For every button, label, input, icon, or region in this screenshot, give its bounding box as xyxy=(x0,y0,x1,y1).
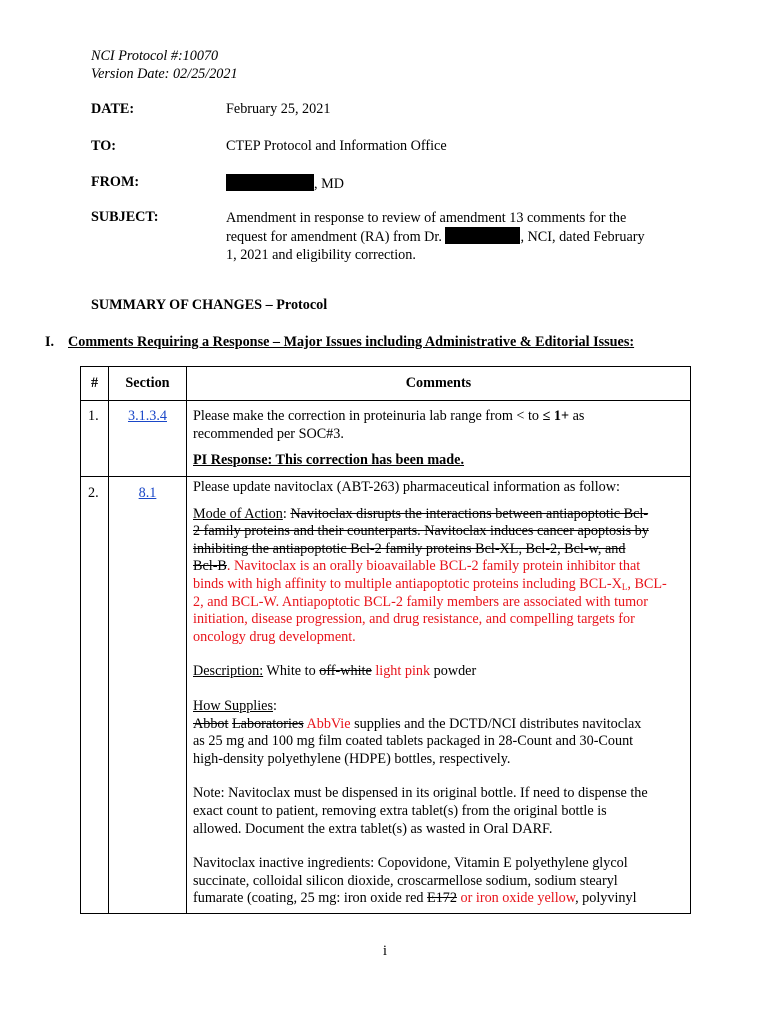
inserted-text: light pink xyxy=(371,663,431,680)
moa-line-4 xyxy=(193,558,688,576)
deleted-text: E172 xyxy=(427,890,457,907)
moa-colon: : xyxy=(282,505,291,522)
row-1-pi-response: PI Response: This correction has been made. xyxy=(193,452,465,468)
row-1-number: 1. xyxy=(88,408,99,424)
how-supplies-colon: : xyxy=(273,697,277,714)
moa-line-5 xyxy=(193,576,688,594)
row-1-comment-line-2: recommended per SOC#3. xyxy=(193,425,344,442)
to-label: TO: xyxy=(91,138,116,154)
subject-label: SUBJECT: xyxy=(91,209,159,225)
moa-line-3: inhibiting the antiapoptotic Bcl-2 family proteins Bcl-XL, Bcl-2, Bcl-w, and xyxy=(193,540,626,557)
from-value xyxy=(226,174,344,193)
from-label: FROM: xyxy=(91,174,140,190)
description-label: Description: xyxy=(193,663,264,680)
from-suffix: , MD xyxy=(314,176,344,192)
note-line-3: allowed. Document the extra tablet(s) as wasted in Oral DARF. xyxy=(193,820,553,837)
page-number: i xyxy=(383,943,387,959)
date-value: February 25, 2021 xyxy=(226,101,331,117)
note-line-1: Note: Navitoclax must be dispensed in its original bottle. If need to dispense the xyxy=(193,785,648,802)
row-2-section xyxy=(109,485,186,503)
deleted-text: Laboratories xyxy=(232,715,304,732)
summary-title: SUMMARY OF CHANGES – Protocol xyxy=(91,297,328,313)
comment-text: as xyxy=(569,408,585,424)
how-supplies-line-1 xyxy=(193,716,688,734)
table-col-divider-1 xyxy=(108,366,109,914)
subject-text: request for amendment (RA) from Dr. xyxy=(226,229,442,245)
inactive-line-1: Navitoclax inactive ingredients: Copovidone, Vitamin E polyethylene glycol xyxy=(193,855,628,872)
table-header-comments: Comments xyxy=(405,375,472,391)
inserted-text: , BCL- xyxy=(627,575,667,592)
row-1-section xyxy=(109,408,186,426)
comment-bold-text: ≤ 1+ xyxy=(542,408,570,424)
row-1-comment-line-1 xyxy=(193,408,685,426)
subscript-l: L xyxy=(621,581,628,592)
table-border-right xyxy=(690,366,691,914)
table-col-divider-2 xyxy=(186,366,187,914)
row-2-intro: Please update navitoclax (ABT-263) pharmaceutical information as follow: xyxy=(193,479,620,495)
row-1-comment xyxy=(193,408,685,443)
table-header-divider xyxy=(80,400,691,401)
row-2-comment xyxy=(193,479,688,908)
subject-value xyxy=(226,209,645,264)
date-label: DATE: xyxy=(91,101,135,117)
deleted-text: Bcl-B xyxy=(193,558,227,575)
table-row-divider xyxy=(80,476,691,477)
moa-label: Mode of Action xyxy=(193,505,283,522)
comment-text: Please make the correction in proteinuria lab range from < to xyxy=(193,408,543,424)
inserted-text: . Navitoclax is an orally bioavailable BCL-2 family protein inhibitor that xyxy=(226,558,641,575)
moa-line-6: 2, and BCL-W. Antiapoptotic BCL-2 family members are associated with tumor xyxy=(193,593,648,610)
table-border-left xyxy=(80,366,81,914)
redaction-box xyxy=(226,174,314,191)
moa-line-2: 2 family proteins and their counterparts. Navitoclax induces cancer apoptosis by xyxy=(193,523,649,540)
table-header-number: # xyxy=(90,375,99,391)
section-link-3-1-3-4[interactable]: 3.1.3.4 xyxy=(127,408,167,424)
note-line-2: exact count to patient, removing extra tablet(s) from the original bottle is xyxy=(193,802,607,819)
table-border-bottom xyxy=(80,913,691,914)
how-supplies-label: How Supplies xyxy=(193,697,274,714)
row-2-number: 2. xyxy=(88,485,99,501)
deleted-text: Abbot xyxy=(193,715,229,732)
section-title: Comments Requiring a Response – Major Issues including Administrative & Editorial Issues: xyxy=(68,334,635,350)
how-supplies-text: supplies and the DCTD/NCI distributes navitoclax xyxy=(350,715,642,732)
table-header-section: Section xyxy=(125,375,170,391)
subject-line-1: Amendment in response to review of amendment 13 comments for the xyxy=(226,210,627,226)
subject-text: , NCI, dated February xyxy=(520,229,645,245)
inactive-text: , polyvinyl xyxy=(575,890,637,907)
subject-line-3: 1, 2021 and eligibility correction. xyxy=(226,247,416,263)
inactive-text: fumarate (coating, 25 mg: iron oxide red xyxy=(193,890,428,907)
description-line xyxy=(193,663,688,681)
deleted-text: Navitoclax disrupts the interactions between antiapoptotic Bcl- xyxy=(290,505,649,522)
moa-line-7: initiation, disease progression, and drug resistance, and compelling targets for xyxy=(193,611,635,628)
description-text: White to xyxy=(263,663,320,680)
moa-line-8: oncology drug development. xyxy=(193,628,356,645)
inserted-text: AbbVie xyxy=(303,715,351,732)
inserted-text: or iron oxide yellow xyxy=(456,890,576,907)
how-supplies-line-3: high-density polyethylene (HDPE) bottles, respectively. xyxy=(193,750,511,767)
moa-line-1 xyxy=(193,506,688,524)
to-value: CTEP Protocol and Information Office xyxy=(226,138,447,154)
deleted-text: off-white xyxy=(319,663,372,680)
table-border-top xyxy=(80,366,691,367)
description-text: powder xyxy=(430,663,477,680)
section-numeral: I. xyxy=(45,334,55,350)
redaction-box xyxy=(445,227,520,244)
subject-line-2 xyxy=(226,227,645,246)
inactive-line-3 xyxy=(193,890,688,908)
version-date: Version Date: 02/25/2021 xyxy=(91,66,238,82)
inactive-line-2: succinate, colloidal silicon dioxide, croscarmellose sodium, sodium stearyl xyxy=(193,872,618,889)
how-supplies-line-2: as 25 mg and 100 mg film coated tablets packaged in 28-Count and 30-Count xyxy=(193,733,634,750)
section-link-8-1[interactable]: 8.1 xyxy=(138,485,157,501)
how-supplies-heading xyxy=(193,698,688,716)
inserted-text: binds with high affinity to multiple antiapoptotic proteins including BCL-X xyxy=(193,575,622,592)
protocol-number: NCI Protocol #:10070 xyxy=(91,48,219,64)
